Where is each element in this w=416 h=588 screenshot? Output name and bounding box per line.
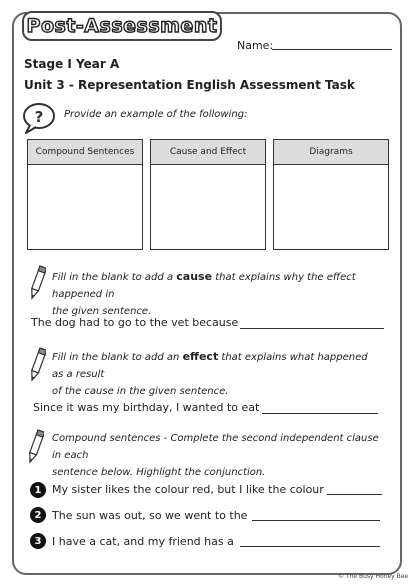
number-badge: 1 bbox=[30, 482, 46, 498]
compound-sentence-2: The sun was out, so we went to the bbox=[52, 509, 248, 522]
page-title: Post-Assessment bbox=[26, 15, 218, 37]
svg-text:?: ? bbox=[34, 108, 44, 126]
effect-instruction: Fill in the blank to add an effect that explains what happened as a result of the cause in the given sentence. bbox=[52, 350, 368, 397]
effect-keyword: effect bbox=[182, 350, 219, 363]
cause-sentence: The dog had to go to the vet because bbox=[31, 316, 239, 329]
number-badge: 3 bbox=[30, 533, 46, 549]
speech-bubble-question-icon bbox=[20, 101, 58, 135]
compound-answer-blank-1[interactable] bbox=[327, 494, 382, 495]
unit-heading: Unit 3 - Representation English Assessment Task bbox=[24, 78, 355, 92]
compound-sentence-1: My sister likes the colour red, but I like the colour bbox=[52, 483, 324, 496]
cause-keyword: cause bbox=[176, 270, 213, 283]
compound-instruction: Compound sentences - Complete the second independent clause in each sentence below. Highlight the conjunction. bbox=[52, 433, 379, 478]
pencil-icon bbox=[28, 264, 46, 302]
pencil-icon bbox=[26, 428, 44, 466]
effect-answer-blank[interactable] bbox=[262, 413, 378, 414]
column-header: Compound Sentences bbox=[28, 140, 142, 165]
cause-effect-box[interactable] bbox=[150, 139, 266, 250]
copyright-footer: © The Busy Honey Bee bbox=[338, 573, 409, 580]
compound-sentences-box[interactable] bbox=[27, 139, 143, 250]
compound-answer-blank-2[interactable] bbox=[252, 520, 380, 521]
column-header: Diagrams bbox=[274, 140, 388, 165]
compound-answer-blank-3[interactable] bbox=[240, 546, 380, 547]
number-badge: 2 bbox=[30, 507, 46, 523]
cause-instruction: Fill in the blank to add a cause that explains why the effect happened in the given sentence. bbox=[52, 270, 356, 317]
stage-heading: Stage I Year A bbox=[24, 57, 120, 71]
name-label: Name: bbox=[237, 39, 274, 52]
name-field[interactable] bbox=[272, 49, 392, 50]
compound-sentence-3: I have a cat, and my friend has a bbox=[52, 535, 234, 548]
effect-sentence: Since it was my birthday, I wanted to eat bbox=[33, 401, 260, 414]
diagrams-box[interactable] bbox=[273, 139, 389, 250]
cause-answer-blank[interactable] bbox=[240, 328, 384, 329]
column-header: Cause and Effect bbox=[151, 140, 265, 165]
example-instruction: Provide an example of the following: bbox=[64, 109, 248, 120]
pencil-icon bbox=[28, 346, 46, 384]
title-banner bbox=[22, 11, 222, 41]
